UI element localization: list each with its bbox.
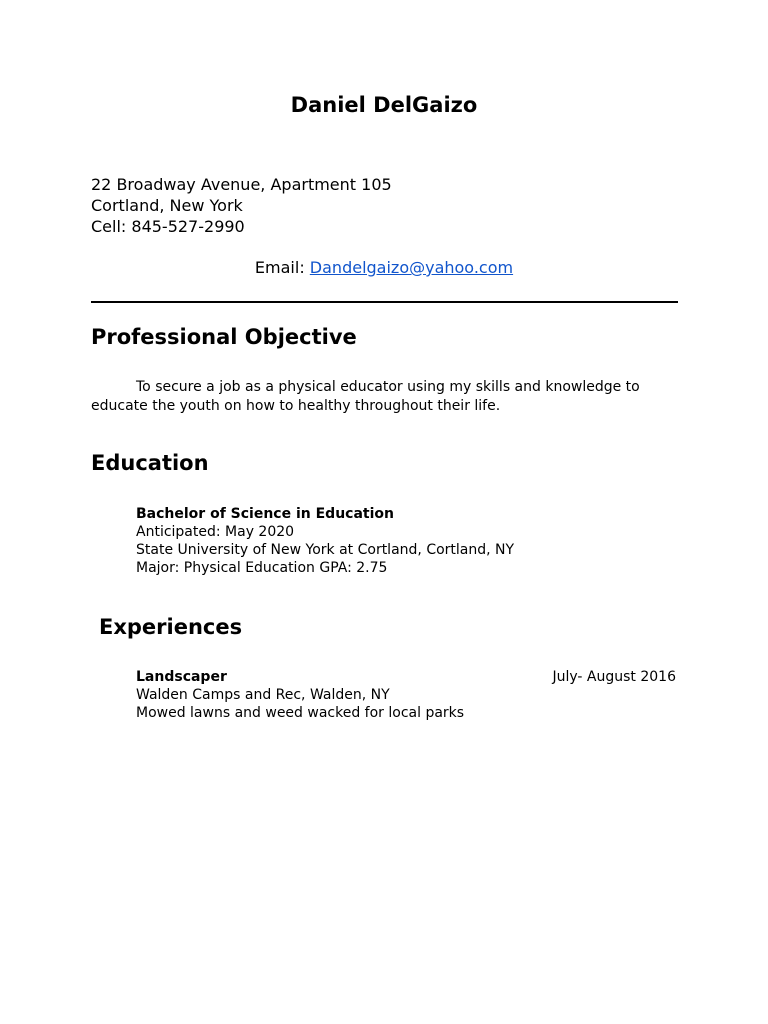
- education-entry: [136, 505, 514, 577]
- email-link[interactable]: Dandelgaizo@yahoo.com: [309, 258, 514, 277]
- experiences-heading: Experiences: [99, 615, 243, 639]
- resume-name: Daniel DelGaizo: [290, 93, 478, 117]
- degree: Bachelor of Science in Education: [136, 506, 394, 522]
- objective-line-1: To secure a job as a physical educator using my skills and knowledge to: [136, 379, 640, 395]
- anticipated-date: Anticipated: May 2020: [136, 524, 295, 540]
- cell-phone: Cell: 845-527-2990: [91, 217, 245, 236]
- experience-title-row: [136, 668, 676, 686]
- employer: Walden Camps and Rec, Walden, NY: [136, 687, 390, 703]
- experience-entry: [136, 668, 676, 722]
- education-heading: Education: [91, 451, 209, 475]
- objective-heading: Professional Objective: [91, 325, 357, 349]
- objective-text: [91, 378, 681, 416]
- contact-address: [91, 174, 392, 237]
- job-title: Landscaper: [136, 669, 227, 685]
- address-line-2: Cortland, New York: [91, 196, 243, 215]
- email-label: Email:: [254, 258, 310, 277]
- email-line: [0, 258, 768, 277]
- address-line-1: 22 Broadway Avenue, Apartment 105: [91, 175, 392, 194]
- job-dates: July- August 2016: [552, 669, 676, 685]
- job-description: Mowed lawns and weed wacked for local parks: [136, 705, 465, 721]
- major-gpa: Major: Physical Education GPA: 2.75: [136, 560, 388, 576]
- objective-line-2: educate the youth on how to healthy throughout their life.: [91, 398, 501, 414]
- school: State University of New York at Cortland, Cortland, NY: [136, 542, 515, 558]
- header-divider: [91, 301, 678, 303]
